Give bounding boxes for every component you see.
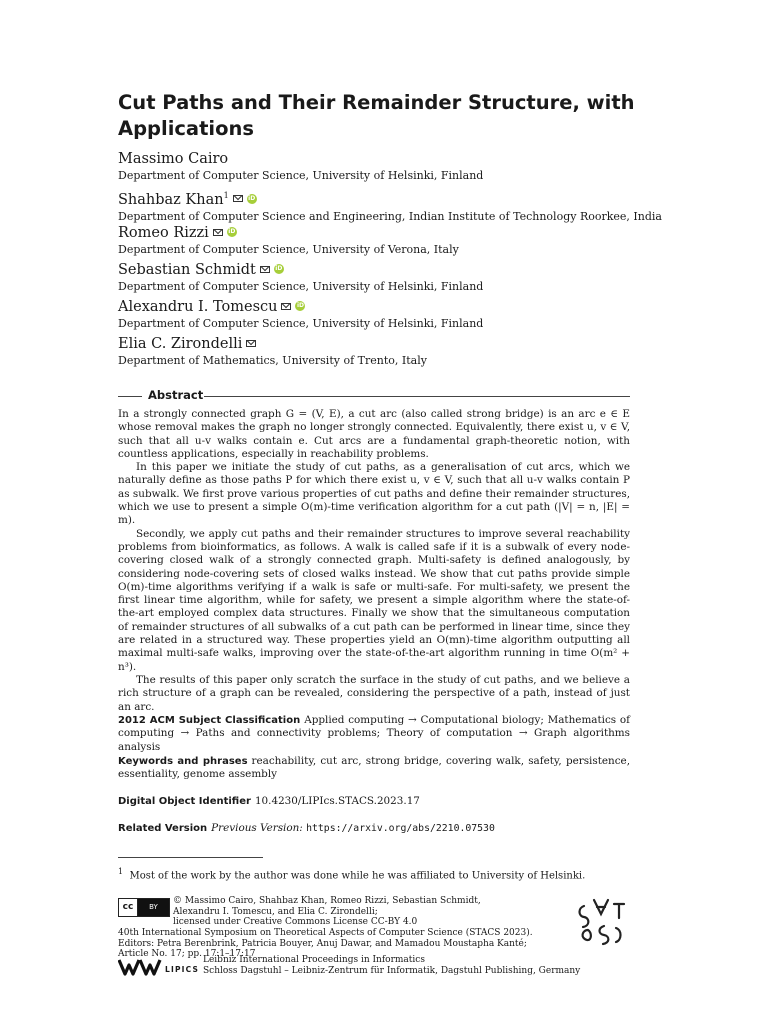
author-block <box>118 335 678 368</box>
mail-icon[interactable] <box>213 229 223 236</box>
lipics-logo-icon[interactable] <box>118 957 164 977</box>
conference-line: 40th International Symposium on Theoretical Aspects of Computer Science (STACS 2023). <box>118 928 533 938</box>
mail-icon[interactable] <box>233 195 243 202</box>
author-block <box>118 224 678 257</box>
article-line: Article No. 17; pp. 17:1–17:17 <box>118 949 256 960</box>
doi <box>118 795 630 808</box>
keywords <box>118 755 630 782</box>
author-block <box>118 261 678 294</box>
orcid-icon[interactable]: iD <box>248 194 256 202</box>
license-line[interactable]: licensed under Creative Commons License CC-BY 4.0 <box>173 917 418 928</box>
footnote-mark: 1 <box>118 867 124 876</box>
author-name: Sebastian Schmidt <box>118 262 256 278</box>
related-url-link[interactable]: https://arxiv.org/abs/2210.07530 <box>306 823 495 834</box>
footnote <box>118 866 630 882</box>
license-line: © Massimo Cairo, Shahbaz Khan, Romeo Rizzi, Sebastian Schmidt, <box>173 896 481 906</box>
orcid-icon[interactable]: iD <box>296 302 304 309</box>
orcid-icon[interactable]: iD <box>228 228 236 235</box>
author-affiliation: Department of Computer Science, University of Verona, Italy <box>118 243 459 256</box>
footnote-marker[interactable]: 1 <box>223 191 229 200</box>
abstract-paragraph: In a strongly connected graph G = (V, E), a cut arc (also called strong bridge) is an arc e ∈ E whose removal makes the graph no longer strongly connected. Equivalently, there exist u, v ∈ V, such that all u-v walks contain e. Cut arcs are a fundamental graph-theoretic notion, with countless applications, especially in reachability problems. <box>118 408 630 460</box>
lipics-wordmark: LIPICS <box>165 965 200 974</box>
by-label: BY <box>138 899 169 916</box>
lipics-line: Leibniz International Proceedings in Informatics <box>203 955 425 965</box>
mail-icon[interactable] <box>260 266 270 273</box>
cc-label: cc <box>119 899 138 916</box>
license-text <box>173 896 593 928</box>
paper-title: Cut Paths and Their Remainder Structure, with Applications <box>118 91 635 140</box>
author-name: Romeo Rizzi <box>118 225 209 241</box>
abstract-paragraph: In this paper we initiate the study of cut paths, as a generalisation of cut arcs, which we naturally define as those paths P for which there exist u, v ∈ V, such that all u-v walks contain P as subwalk. We first prove various properties of cut paths and define their remainder structures, which we use to present a simple O(m)-time verification algorithm for a cut path (|V| = n, |E| = m). <box>118 461 630 527</box>
related-prefix: Previous Version: <box>211 822 303 834</box>
related-version <box>118 822 630 835</box>
mail-icon[interactable] <box>281 303 291 310</box>
keywords-label: Keywords and phrases <box>118 756 248 767</box>
abstract-paragraph: The results of this paper only scratch the surface in the study of cut paths, and we believe a rich structure of a graph can be revealed, considering the perspective of a path, instead of just an arc. <box>118 673 630 713</box>
related-label: Related Version <box>118 823 208 834</box>
author-name: Elia C. Zirondelli <box>118 336 243 352</box>
author-name: Alexandru I. Tomescu <box>118 299 278 315</box>
abstract-heading <box>118 388 630 404</box>
author-block <box>118 150 678 183</box>
lipics-info <box>203 955 603 976</box>
license-line: Alexandru I. Tomescu, and Elia C. Zirondelli; <box>173 906 378 917</box>
mail-icon[interactable] <box>246 340 256 347</box>
author-affiliation: Department of Computer Science, University of Helsinki, Finland <box>118 169 484 182</box>
author-name: Massimo Cairo <box>118 151 229 167</box>
footnote-rule <box>118 857 263 858</box>
author-block <box>118 187 678 224</box>
orcid-icon[interactable]: iD <box>275 265 283 272</box>
editors-line: Editors: Petra Berenbrink, Patricia Bouyer, Anuj Dawar, and Mamadou Moustapha Kanté; <box>118 938 527 949</box>
publisher-line: Schloss Dagstuhl – Leibniz-Zentrum für Informatik, Dagstuhl Publishing, Germany <box>203 965 581 976</box>
author-name: Shahbaz Khan <box>118 191 224 208</box>
acm-label: 2012 ACM Subject Classification <box>118 715 301 726</box>
author-affiliation: Department of Mathematics, University of Trento, Italy <box>118 354 427 367</box>
author-block <box>118 298 678 331</box>
doi-label: Digital Object Identifier <box>118 796 251 807</box>
footnote-text: Most of the work by the author was done while he was affiliated to University of Helsinki. <box>129 870 586 882</box>
doi-link[interactable]: 10.4230/LIPIcs.STACS.2023.17 <box>254 795 420 807</box>
stacs-logo-icon <box>574 896 628 948</box>
keywords-text: reachability, cut arc, strong bridge, covering walk, safety, persistence, essentiality, genome assembly <box>118 755 630 781</box>
acm-text: Applied computing → Computational biology; Mathematics of computing → Paths and connectivity problems; Theory of computation → Graph algorithms analysis <box>118 714 630 753</box>
abstract-label: Abstract <box>148 388 204 402</box>
heading-rule <box>204 396 630 397</box>
cc-by-badge-icon[interactable] <box>118 898 170 917</box>
abstract-body <box>118 408 630 714</box>
acm-classification <box>118 714 630 754</box>
author-affiliation: Department of Computer Science, University of Helsinki, Finland <box>118 317 484 330</box>
heading-rule <box>118 396 142 397</box>
abstract-paragraph: Secondly, we apply cut paths and their remainder structures to improve several reachability problems from bioinformatics, as follows. A walk is called safe if it is a subwalk of every node-covering closed walk of a strongly connected graph. Multi-safety is defined analogously, by considering node-covering sets of closed walks instead. We show that cut paths provide simple O(m)-time algorithms verifying if a walk is safe or multi-safe. For multi-safety, we present the first linear time algorithm, while for safety, we present a simple algorithm where the state-of-the-art employed complex data structures. Finally we show that the simultaneous computation of remainder structures of all subwalks of a cut path can be performed in linear time, since they are related in a structured way. These properties yield an O(mn)-time algorithm outputting all maximal multi-safe walks, improving over the state-of-the-art algorithm running in time O(m² + n³). <box>118 527 630 673</box>
author-affiliation: Department of Computer Science and Engineering, Indian Institute of Technology Roorkee, India <box>118 209 662 223</box>
author-affiliation: Department of Computer Science, University of Helsinki, Finland <box>118 280 484 293</box>
